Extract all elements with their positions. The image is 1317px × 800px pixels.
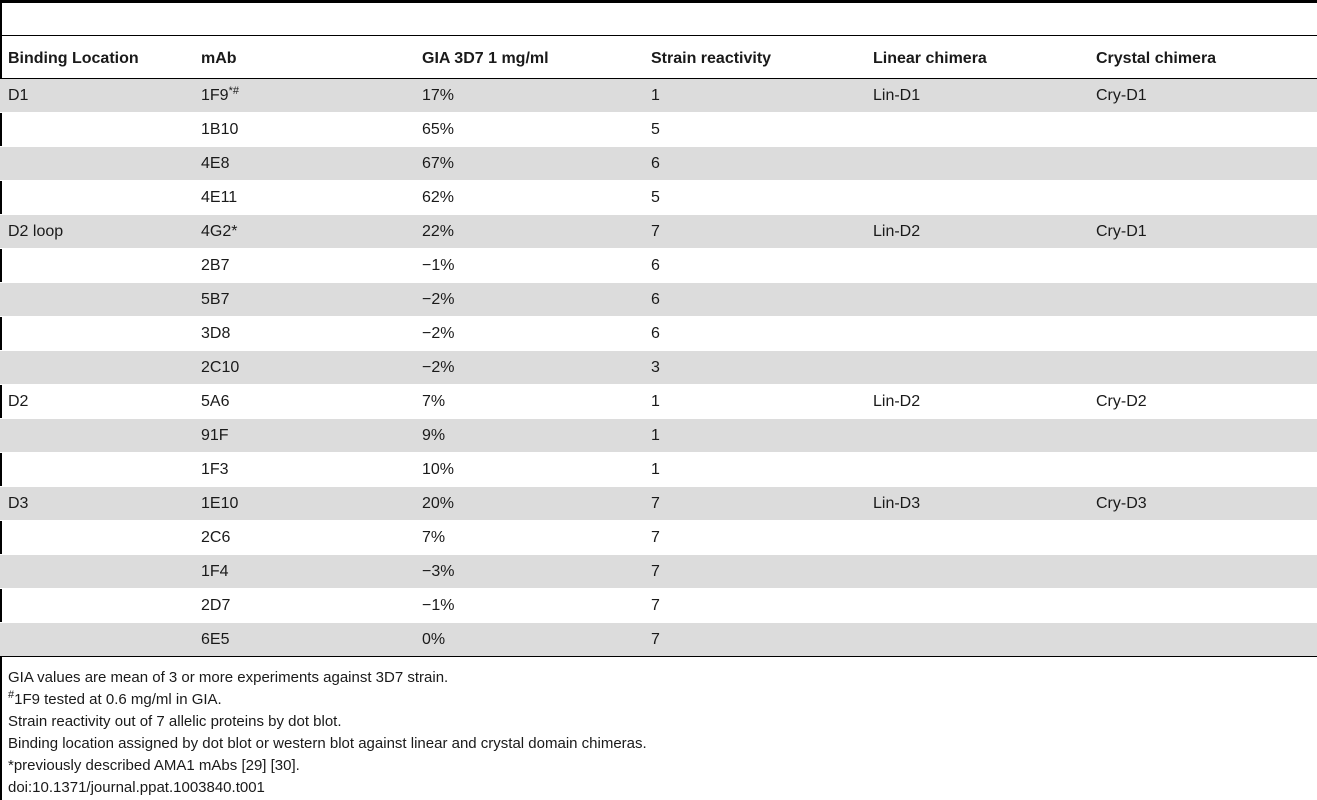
cell-strain-reactivity: 7 [643,623,865,657]
cell-strain-reactivity: 7 [643,487,865,521]
cell-linear-chimera [865,521,1088,555]
cell-linear-chimera [865,249,1088,283]
cell-linear-chimera [865,181,1088,215]
table-row [0,453,1317,487]
cell-binding-location [0,317,193,351]
cell-linear-chimera [865,555,1088,589]
cell-gia: −1% [414,589,643,623]
cell-crystal-chimera [1088,521,1317,555]
cell-crystal-chimera [1088,623,1317,657]
cell-crystal-chimera [1088,249,1317,283]
cell-crystal-chimera: Cry-D1 [1088,79,1317,113]
cell-binding-location [0,589,193,623]
cell-linear-chimera [865,113,1088,147]
cell-binding-location: D1 [0,79,193,113]
cell-binding-location [0,249,193,283]
cell-strain-reactivity: 6 [643,147,865,181]
cell-gia: −1% [414,249,643,283]
cell-strain-reactivity: 1 [643,79,865,113]
cell-gia: −2% [414,283,643,317]
cell-binding-location [0,555,193,589]
table-row [0,487,1317,521]
header-mab: mAb [193,39,414,79]
table-row [0,419,1317,453]
cell-gia: 67% [414,147,643,181]
header-rule [0,35,1317,36]
header-gia: GIA 3D7 1 mg/ml [414,39,643,79]
top-rule [0,0,1317,3]
cell-crystal-chimera [1088,283,1317,317]
table-row [0,351,1317,385]
table-row [0,113,1317,147]
cell-crystal-chimera [1088,147,1317,181]
cell-gia: −3% [414,555,643,589]
cell-strain-reactivity: 7 [643,215,865,249]
cell-gia: 9% [414,419,643,453]
cell-mab: 2C6 [193,521,414,555]
cell-strain-reactivity: 7 [643,589,865,623]
cell-mab: 2D7 [193,589,414,623]
cell-gia: 22% [414,215,643,249]
footnote-1f9 [8,689,1308,711]
cell-binding-location [0,283,193,317]
cell-gia: 0% [414,623,643,657]
cell-strain-reactivity: 6 [643,317,865,351]
cell-gia: 65% [414,113,643,147]
table-row [0,215,1317,249]
cell-mab: 2B7 [193,249,414,283]
cell-gia: −2% [414,351,643,385]
table-row [0,79,1317,113]
footnote-1f9-text: 1F9 tested at 0.6 mg/ml in GIA. [14,691,222,708]
cell-binding-location [0,419,193,453]
footnote-doi: doi:10.1371/journal.ppat.1003840.t001 [8,779,265,796]
cell-strain-reactivity: 1 [643,453,865,487]
cell-binding-location [0,147,193,181]
cell-strain-reactivity: 3 [643,351,865,385]
cell-strain-reactivity: 7 [643,555,865,589]
cell-gia: 10% [414,453,643,487]
cell-gia: 7% [414,385,643,419]
cell-strain-reactivity: 6 [643,249,865,283]
cell-crystal-chimera [1088,317,1317,351]
table-row [0,623,1317,657]
cell-strain-reactivity: 1 [643,385,865,419]
cell-gia: 62% [414,181,643,215]
cell-mab: 1F4 [193,555,414,589]
cell-mab: 5B7 [193,283,414,317]
cell-crystal-chimera [1088,555,1317,589]
footnote-previous: *previously described AMA1 mAbs [29] [30]. [8,757,300,774]
cell-mab: 5A6 [193,385,414,419]
cell-linear-chimera: Lin-D2 [865,385,1088,419]
cell-mab: 2C10 [193,351,414,385]
cell-binding-location: D2 loop [0,215,193,249]
table-row [0,385,1317,419]
footnote-hash-mark: # [8,689,15,701]
header-strain-reactivity: Strain reactivity [643,39,865,79]
cell-linear-chimera [865,589,1088,623]
cell-mab: 91F [193,419,414,453]
cell-mab: 3D8 [193,317,414,351]
cell-strain-reactivity: 5 [643,113,865,147]
cell-crystal-chimera [1088,113,1317,147]
cell-binding-location [0,113,193,147]
cell-mab [193,79,414,113]
cell-linear-chimera [865,147,1088,181]
footnote-strain: Strain reactivity out of 7 allelic proteins by dot blot. [8,713,342,730]
cell-crystal-chimera [1088,351,1317,385]
cell-linear-chimera: Lin-D3 [865,487,1088,521]
cell-linear-chimera [865,453,1088,487]
table-row [0,283,1317,317]
cell-linear-chimera [865,283,1088,317]
cell-crystal-chimera [1088,589,1317,623]
cell-binding-location: D3 [0,487,193,521]
footnote-binding: Binding location assigned by dot blot or western blot against linear and crystal domain chimeras. [8,735,647,752]
table-header-row [0,39,1317,79]
table-row [0,521,1317,555]
cell-crystal-chimera [1088,181,1317,215]
cell-mab: 4E8 [193,147,414,181]
cell-gia: 17% [414,79,643,113]
footnote-gia: GIA values are mean of 3 or more experiments against 3D7 strain. [8,669,449,686]
cell-mab: 4G2* [193,215,414,249]
cell-binding-location: D2 [0,385,193,419]
table-row [0,317,1317,351]
cell-mab: 1F3 [193,453,414,487]
cell-binding-location [0,351,193,385]
cell-strain-reactivity: 1 [643,419,865,453]
cell-linear-chimera [865,351,1088,385]
mab-footnote-mark: *# [228,84,239,97]
table-row [0,589,1317,623]
cell-mab: 1E10 [193,487,414,521]
cell-linear-chimera [865,419,1088,453]
mab-name: 1F9 [201,86,229,104]
cell-linear-chimera [865,317,1088,351]
cell-mab: 6E5 [193,623,414,657]
cell-crystal-chimera: Cry-D3 [1088,487,1317,521]
table-footnotes [8,667,1308,799]
table-row [0,181,1317,215]
cell-mab: 1B10 [193,113,414,147]
header-binding-location: Binding Location [0,39,193,79]
cell-mab: 4E11 [193,181,414,215]
table-row [0,147,1317,181]
cell-strain-reactivity: 5 [643,181,865,215]
header-crystal-chimera: Crystal chimera [1088,39,1317,79]
cell-linear-chimera: Lin-D2 [865,215,1088,249]
cell-linear-chimera [865,623,1088,657]
cell-gia: 20% [414,487,643,521]
cell-binding-location [0,453,193,487]
cell-strain-reactivity: 7 [643,521,865,555]
header-linear-chimera: Linear chimera [865,39,1088,79]
cell-crystal-chimera: Cry-D1 [1088,215,1317,249]
table-row [0,555,1317,589]
cell-binding-location [0,521,193,555]
cell-linear-chimera: Lin-D1 [865,79,1088,113]
cell-binding-location [0,181,193,215]
cell-crystal-chimera: Cry-D2 [1088,385,1317,419]
cell-gia: 7% [414,521,643,555]
cell-crystal-chimera [1088,419,1317,453]
table-row [0,249,1317,283]
cell-crystal-chimera [1088,453,1317,487]
cell-gia: −2% [414,317,643,351]
cell-binding-location [0,623,193,657]
antibody-table [0,39,1317,657]
cell-strain-reactivity: 6 [643,283,865,317]
